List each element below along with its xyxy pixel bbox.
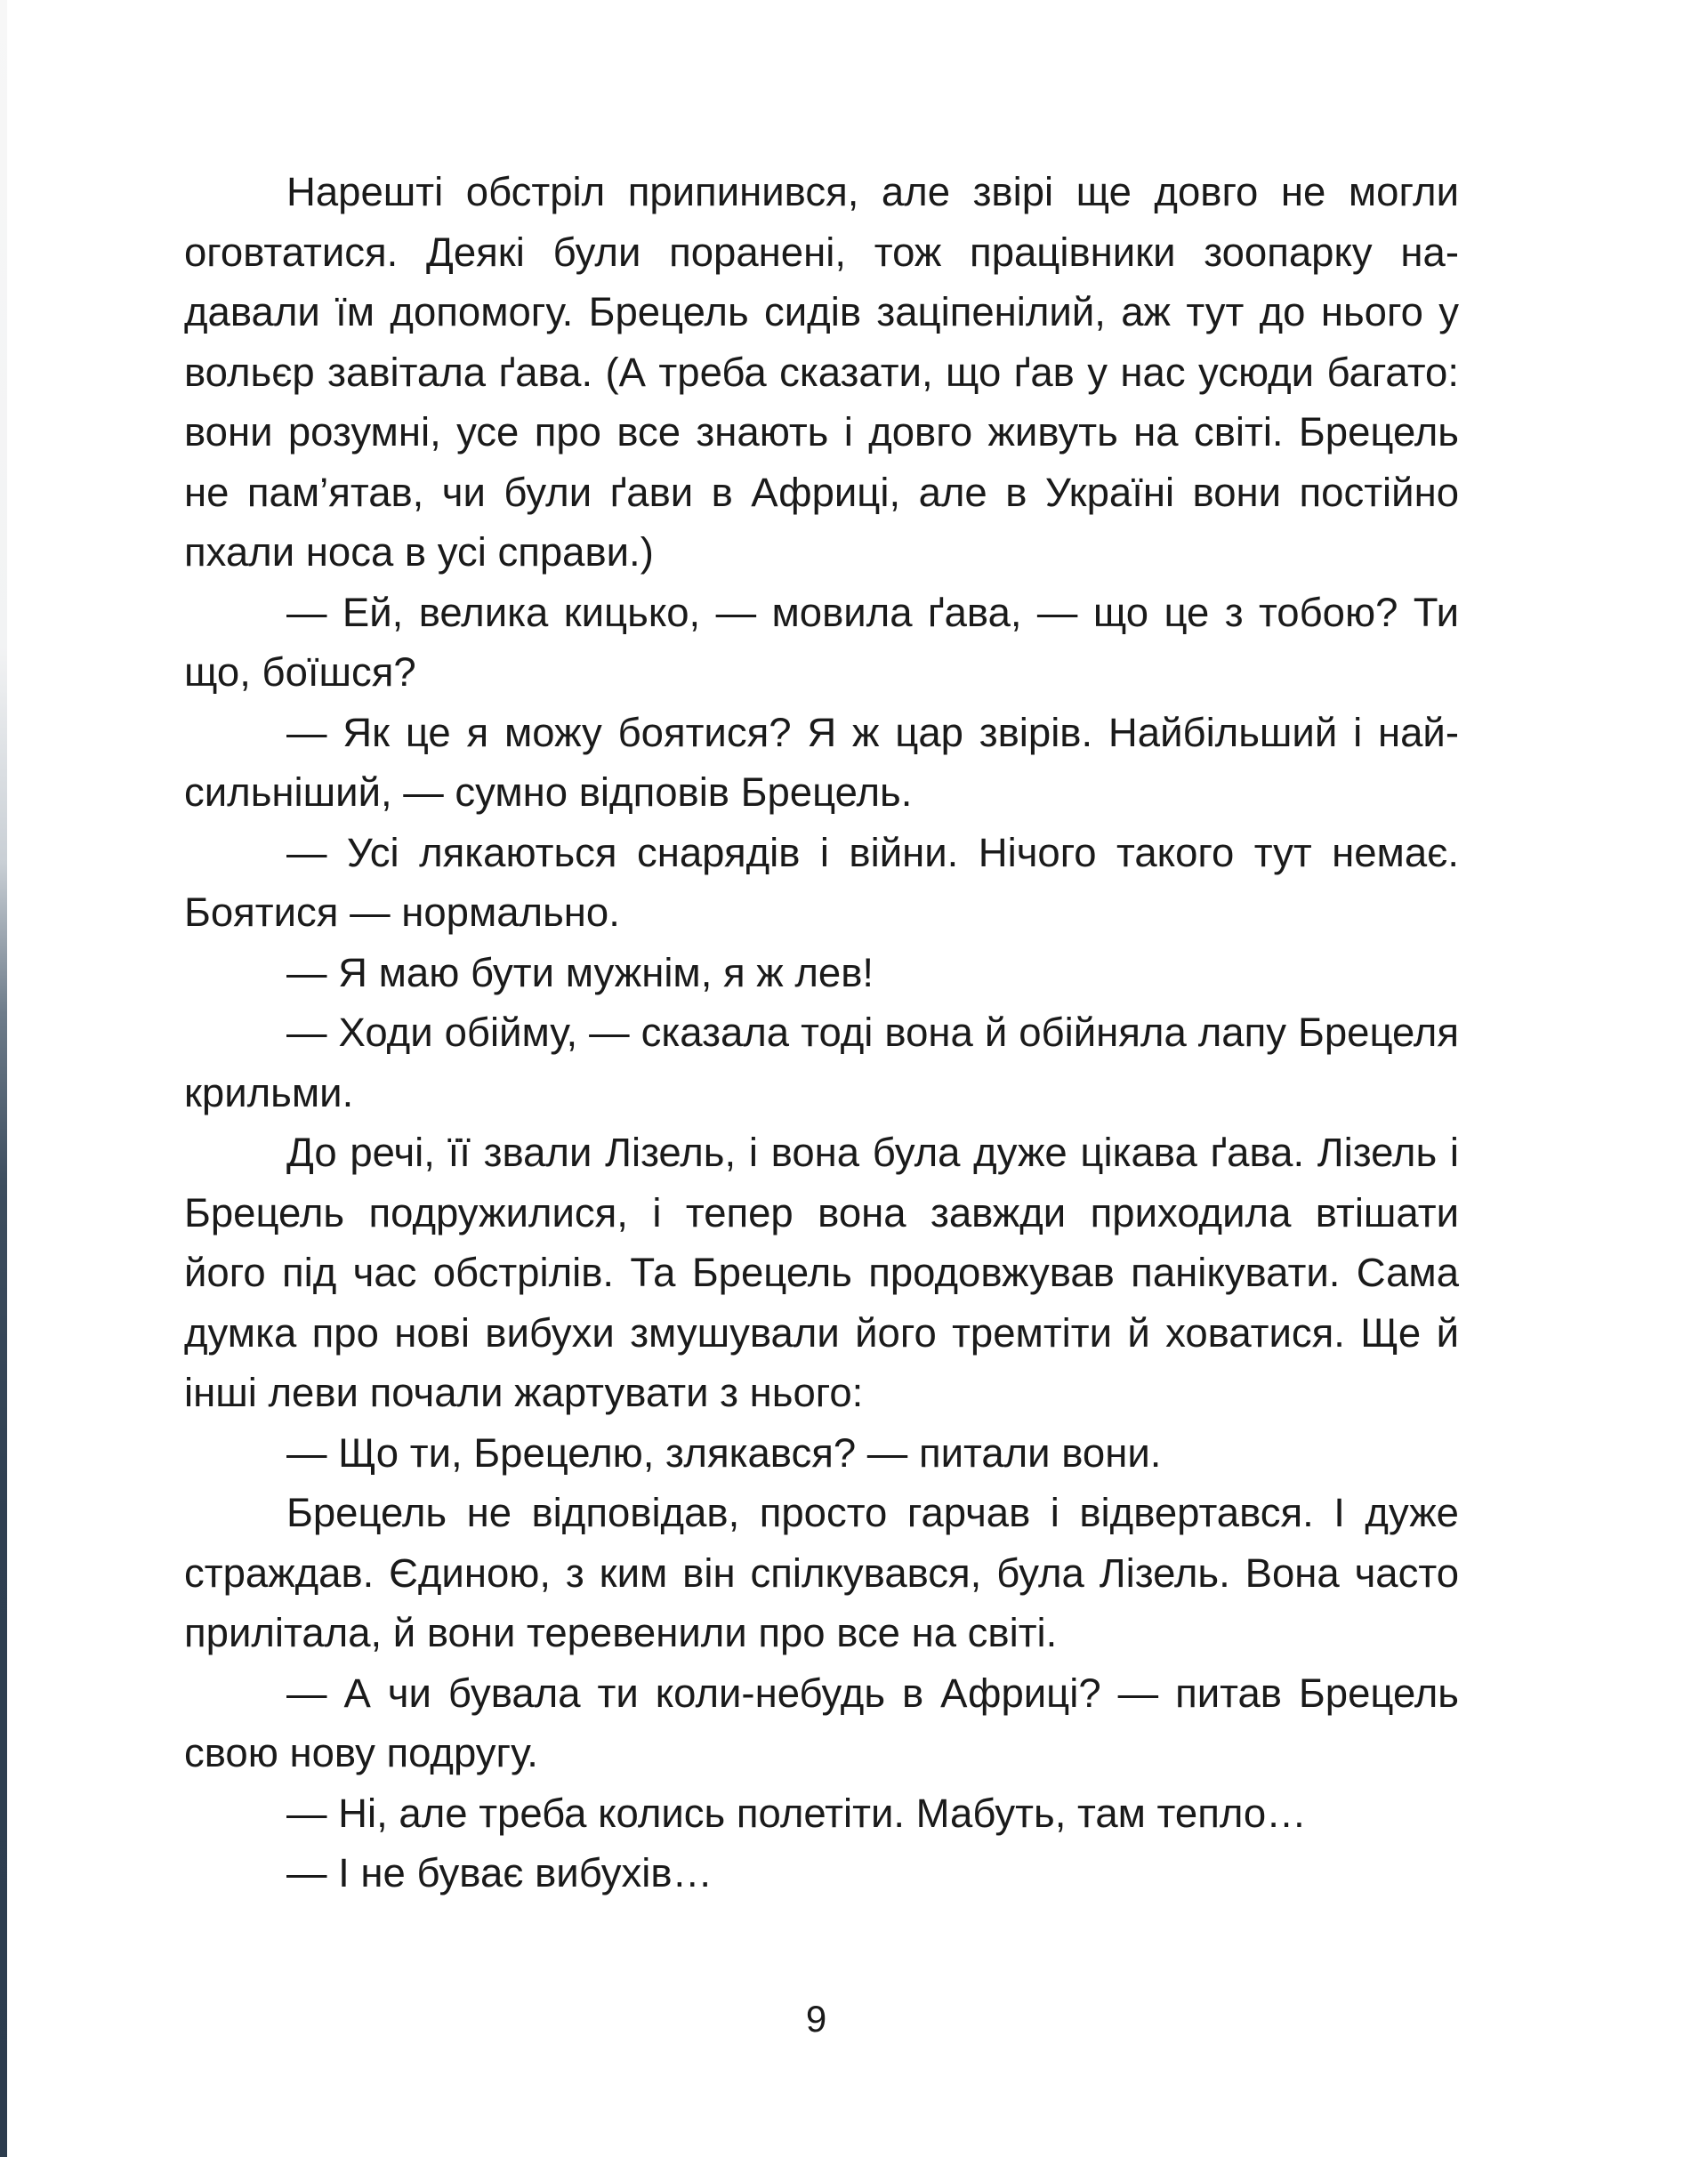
paragraph-11: — Ні, але треба колись полетіти. Мабуть, там тепло…: [286, 1790, 1307, 1836]
paragraph-3: — Як це я можу боятися? Я ж цар звірів. Найбільший і найсильніший, — сумно відповів Брецель.: [184, 709, 1459, 815]
paragraph-4: — Усі лякаються снарядів і війни. Нічого такого тут немає. Боятися — нормально.: [184, 829, 1459, 935]
paragraph-5: — Я маю бути мужнім, я ж лев!: [286, 949, 874, 995]
page-body-text: [184, 162, 1459, 1903]
paragraph-7: До речі, її звали Лізель, і вона була дуже цікава ґава. Лізель і Брецель подружилися, і тепер вона завжди приходила втішати його під час обстрілів. Та Брецель продовжував панікувати. Сама думка про нові вибухи змушували його тремтіти й ховатися. Ще й інші леви почали жартувати з нього:: [184, 1130, 1459, 1415]
paragraph-8: — Що ти, Брецелю, злякався? — питали вони.: [286, 1429, 1162, 1476]
paragraph-12: — І не буває вибухів…: [286, 1850, 713, 1895]
paragraph-10: — А чи бувала ти коли-небудь в Африці? — питав Брецель свою нову подругу.: [184, 1670, 1459, 1775]
paragraph-6: — Ходи обійму, — сказала тоді вона й обійняла лапу Брецеля крильми.: [184, 1010, 1459, 1115]
paragraph-2: — Ей, велика кицько, — мовила ґава, — що це з тобою? Ти що, боїшся?: [184, 589, 1459, 695]
paragraph-1: Нарешті обстріл припинився, але звірі ще довго не могли оговтатися. Деякі були поранені, тож працівники зоопарку надавали їм допомогу. Брецель сидів заціпенілий, аж тут до нього у вольєр завітала ґава. (А треба сказати, що ґав у нас усюди багато: вони розумні, усе про все знають і довго живуть на світі. Брецель не пам’ятав, чи були ґави в Африці, але в Україні вони постійно пхали носа в усі справи.): [184, 169, 1459, 575]
paragraph-9: Брецель не відповідав, просто гарчав і відвертався. І дуже страждав. Єдиною, з ким він спілкувався, була Лізель. Вона часто прилітала, й вони теревенили про все на світі.: [184, 1490, 1459, 1655]
page-edge-shadow: [0, 0, 7, 2157]
page-number: 9: [805, 1998, 827, 2040]
